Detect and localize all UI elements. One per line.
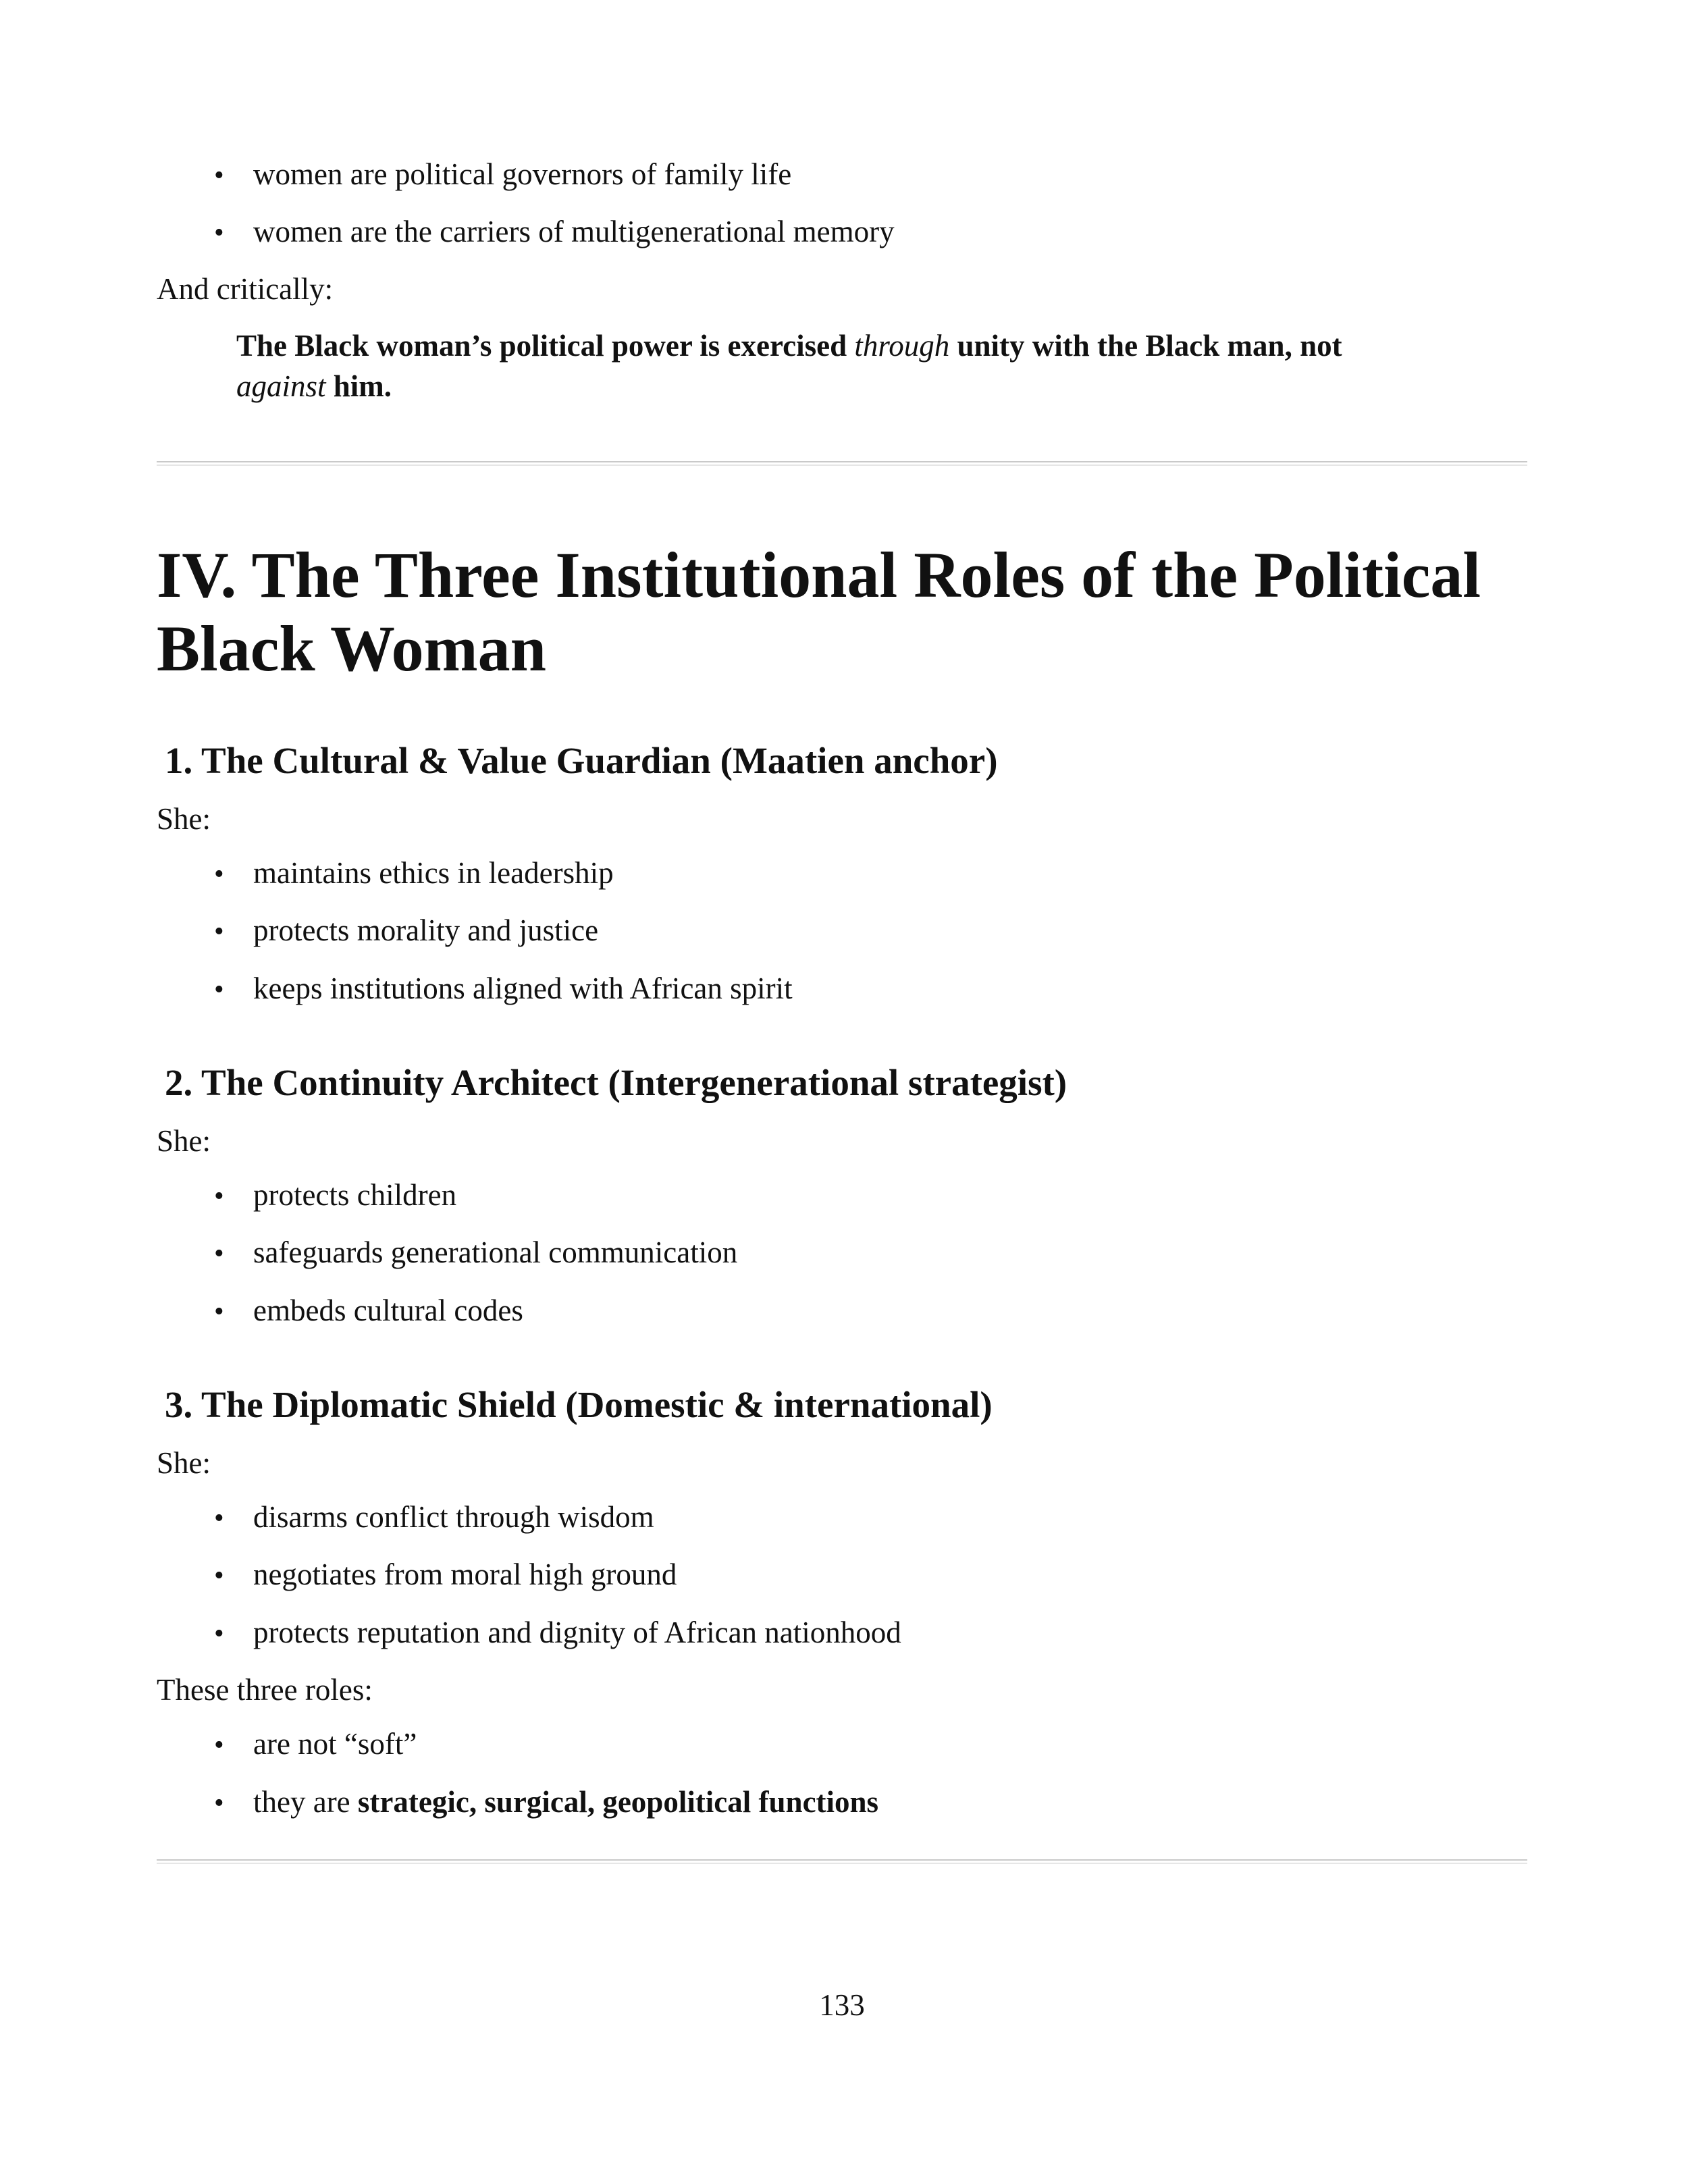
list-item [214, 971, 793, 1007]
list-item-text: keeps institutions aligned with African spirit [253, 971, 793, 1005]
list-item-text: protects children [253, 1178, 457, 1212]
bullet-icon: • [214, 1503, 224, 1534]
bullet-icon: • [214, 1618, 224, 1649]
list-item-text: are not “soft” [253, 1727, 417, 1761]
bullet-icon: • [214, 1238, 224, 1269]
horizontal-rule [157, 461, 1527, 466]
quote-line-2 [236, 367, 1519, 407]
quote-emphasis: against [236, 369, 326, 403]
list-item [214, 1294, 523, 1329]
role-heading: 3. The Diplomatic Shield (Domestic & international) [165, 1384, 993, 1425]
quote-emphasis: through [854, 329, 950, 363]
list-item [214, 1616, 901, 1651]
role-lead: She: [157, 1124, 211, 1158]
bullet-icon: • [214, 859, 224, 890]
list-item [214, 215, 895, 250]
list-item-text: protects morality and justice [253, 913, 599, 947]
role-heading: 1. The Cultural & Value Guardian (Maatien anchor) [165, 740, 998, 781]
quote-line-1 [236, 326, 1519, 367]
list-item [214, 1235, 737, 1271]
summary-lead: These three roles: [157, 1673, 373, 1707]
section-heading-line-1: IV. The Three Institutional Roles of the Political [157, 539, 1481, 611]
bullet-icon: • [214, 974, 224, 1005]
list-item-text: they are [253, 1785, 358, 1819]
bullet-icon: • [214, 1730, 224, 1761]
horizontal-rule [157, 1859, 1527, 1864]
quote-text: him. [325, 369, 392, 403]
list-item [214, 1785, 878, 1820]
document-page [157, 0, 1527, 2184]
section-heading [157, 538, 1548, 686]
bullet-icon: • [214, 916, 224, 947]
list-item [214, 1178, 456, 1213]
list-item [214, 1500, 654, 1535]
role-lead: She: [157, 1446, 211, 1480]
list-item [214, 913, 598, 949]
role-lead: She: [157, 802, 211, 836]
list-item [214, 1557, 677, 1593]
bullet-icon: • [214, 1560, 224, 1591]
list-item-text: protects reputation and dignity of African nationhood [253, 1616, 901, 1649]
role-heading: 2. The Continuity Architect (Intergenerational strategist) [165, 1062, 1067, 1103]
bullet-icon: • [214, 1788, 224, 1819]
list-item-text: women are political governors of family life [253, 157, 792, 191]
page-number: 133 [819, 1988, 865, 2022]
list-item [214, 157, 791, 192]
bullet-icon: • [214, 1296, 224, 1327]
list-item-text: safeguards generational communication [253, 1235, 738, 1269]
list-item-emphasis: strategic, surgical, geopolitical functions [357, 1785, 879, 1819]
list-item-text: women are the carriers of multigenerational memory [253, 215, 895, 248]
block-quote [236, 326, 1519, 407]
list-item [214, 856, 614, 891]
intro-lead: And critically: [157, 272, 334, 306]
bullet-icon: • [214, 160, 224, 191]
list-item-text: embeds cultural codes [253, 1294, 523, 1327]
bullet-icon: • [214, 217, 224, 248]
section-heading-line-2: Black Woman [157, 612, 547, 685]
quote-text: The Black woman’s political power is exercised [236, 329, 855, 363]
list-item [214, 1727, 417, 1762]
list-item-text: disarms conflict through wisdom [253, 1500, 654, 1534]
list-item-text: negotiates from moral high ground [253, 1557, 677, 1591]
quote-text: unity with the Black man, not [949, 329, 1342, 363]
bullet-icon: • [214, 1181, 224, 1212]
list-item-text: maintains ethics in leadership [253, 856, 614, 890]
